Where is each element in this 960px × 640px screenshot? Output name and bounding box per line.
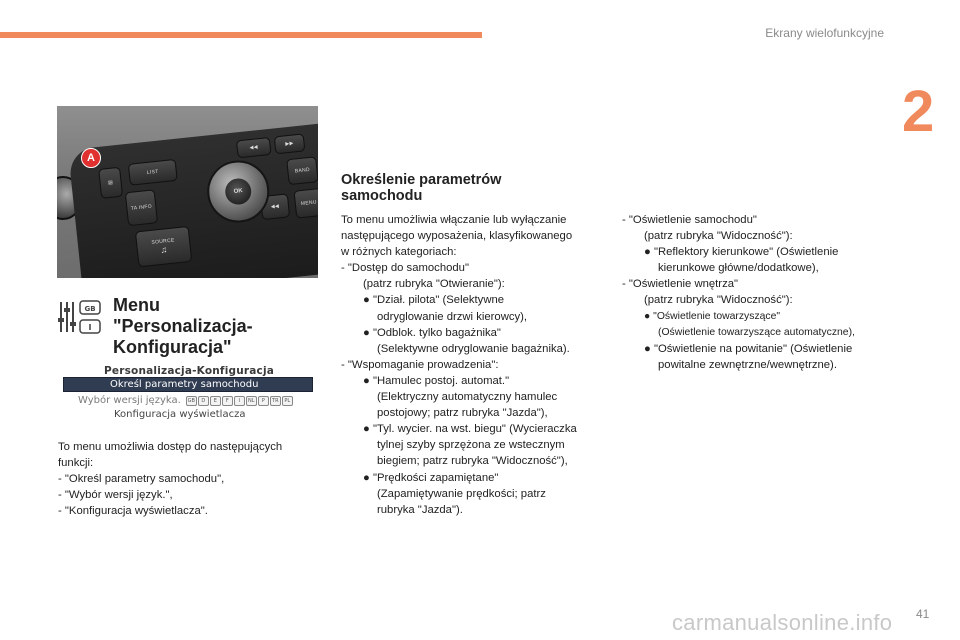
menu-button: MENU [293, 188, 318, 219]
screen-title: Personalizacja-Konfiguracja [104, 365, 275, 377]
flag-gb: GB [187, 397, 195, 404]
flag-tr: TR [270, 396, 281, 406]
flag-f: F [222, 396, 233, 406]
middle-column-heading: Określenie parametrów samochodu [341, 172, 502, 204]
section-label: Ekrany wielofunkcyjne [765, 26, 884, 40]
list-button: LIST [128, 159, 178, 186]
ok-knob: OK [204, 157, 272, 225]
middle-column-text: To menu umożliwia włączanie lub wyłączanie następującego wyposażenia, klasyfikowanego w różnych kategoriach: - "Dostęp do samochodu" (patrz rubryka "Otwieranie"): ● "Dział. pilota" (Selektywne odryglowanie drzwi kierowcy), ● "Odblok. tylko bagażnika" (Selektywne odryglowanie bagażnika). - "Wspomaganie prowadzenia": ● "Hamulec postoj. automat." (Elektryczny automatyczny hamulec postojowy; patrz rubryka "Jazda"), ● "Tyl. wycier. na wst. biegu" (Wycieraczka tylnej szyby sprzężona ze wstecznym biegiem; patrz rubryka "Widoczność"), ● "Prędkości zapamiętane" (Zapamiętywanie prędkości; patrz rubryka "Jazda"). [341, 214, 577, 516]
driving-item: - "Wspomaganie prowadzenia": [341, 358, 499, 371]
language-flags [186, 396, 293, 406]
top-accent-bar [0, 32, 482, 38]
menu-shortcut-button [98, 167, 123, 199]
interior-item: - "Oświetlenie wnętrza" [622, 278, 739, 291]
lighting-item: - "Oświetlenie samochodu" [622, 214, 757, 226]
left-column-text: To menu umożliwia dostęp do następujących funkcji: - "Określ parametry samochodu", - "Wybór wersji język.", - "Konfiguracja wyświetlacza". [58, 441, 283, 518]
page-number: 41 [916, 607, 930, 621]
source-button: SOURCE ♫ [135, 226, 192, 267]
ta-info-button: TA INFO [125, 189, 158, 226]
screen-language-item[interactable]: Wybór wersji języka. GB D E F I NL P TR PL [78, 395, 293, 406]
flag-p: P [258, 396, 269, 406]
forward-button [274, 133, 306, 154]
flag-i: I [234, 396, 245, 406]
settings-sliders-icon [58, 298, 104, 338]
radio-panel [68, 119, 318, 278]
menu-shortcut-icon: ▤ [107, 179, 114, 187]
flag-pl: PL [282, 396, 293, 406]
watermark: carmanualsonline.info [672, 610, 893, 635]
callout-a-badge: A [81, 148, 101, 168]
access-item: - "Dostęp do samochodu" [341, 262, 469, 275]
forward-icon: ▶▶ [285, 140, 294, 148]
menu-title: Menu "Personalizacja- Konfiguracja" [113, 295, 253, 357]
flag-nl: NL [246, 396, 257, 406]
screen-display-item[interactable]: Konfiguracja wyświetlacza [114, 409, 246, 420]
chapter-number: 2 [902, 79, 935, 144]
rewind-button [236, 137, 272, 158]
screen-selected-item[interactable]: Określ parametry samochodu [63, 377, 313, 392]
control-panel-photo [57, 106, 318, 278]
band-button: BAND [286, 156, 318, 185]
music-note-icon: ♫ [159, 244, 168, 255]
back-icon: ◀◀ [270, 203, 280, 211]
rewind-icon: ◀◀ [249, 144, 259, 152]
flag-d: D [198, 396, 209, 406]
icon-label-top: GB [84, 305, 96, 313]
icon-label-bottom: I [88, 323, 92, 332]
right-column-text: - "Oświetlenie samochodu" (patrz rubryka "Widoczność"): ● "Reflektory kierunkowe" (Oświetlenie kierunkowe główne/dodatkowe), - "Oświetlenie wnętrza" (patrz rubryka "Widoczność"): ● "Oświetlenie towarzyszące" (Oświetlenie towarzyszące automatyczne), ● "Oświetlenie na powitanie" (Oświetlenie powitalne zewnętrzne/wewnętrzne). [622, 214, 855, 371]
flag-e: E [210, 396, 221, 406]
